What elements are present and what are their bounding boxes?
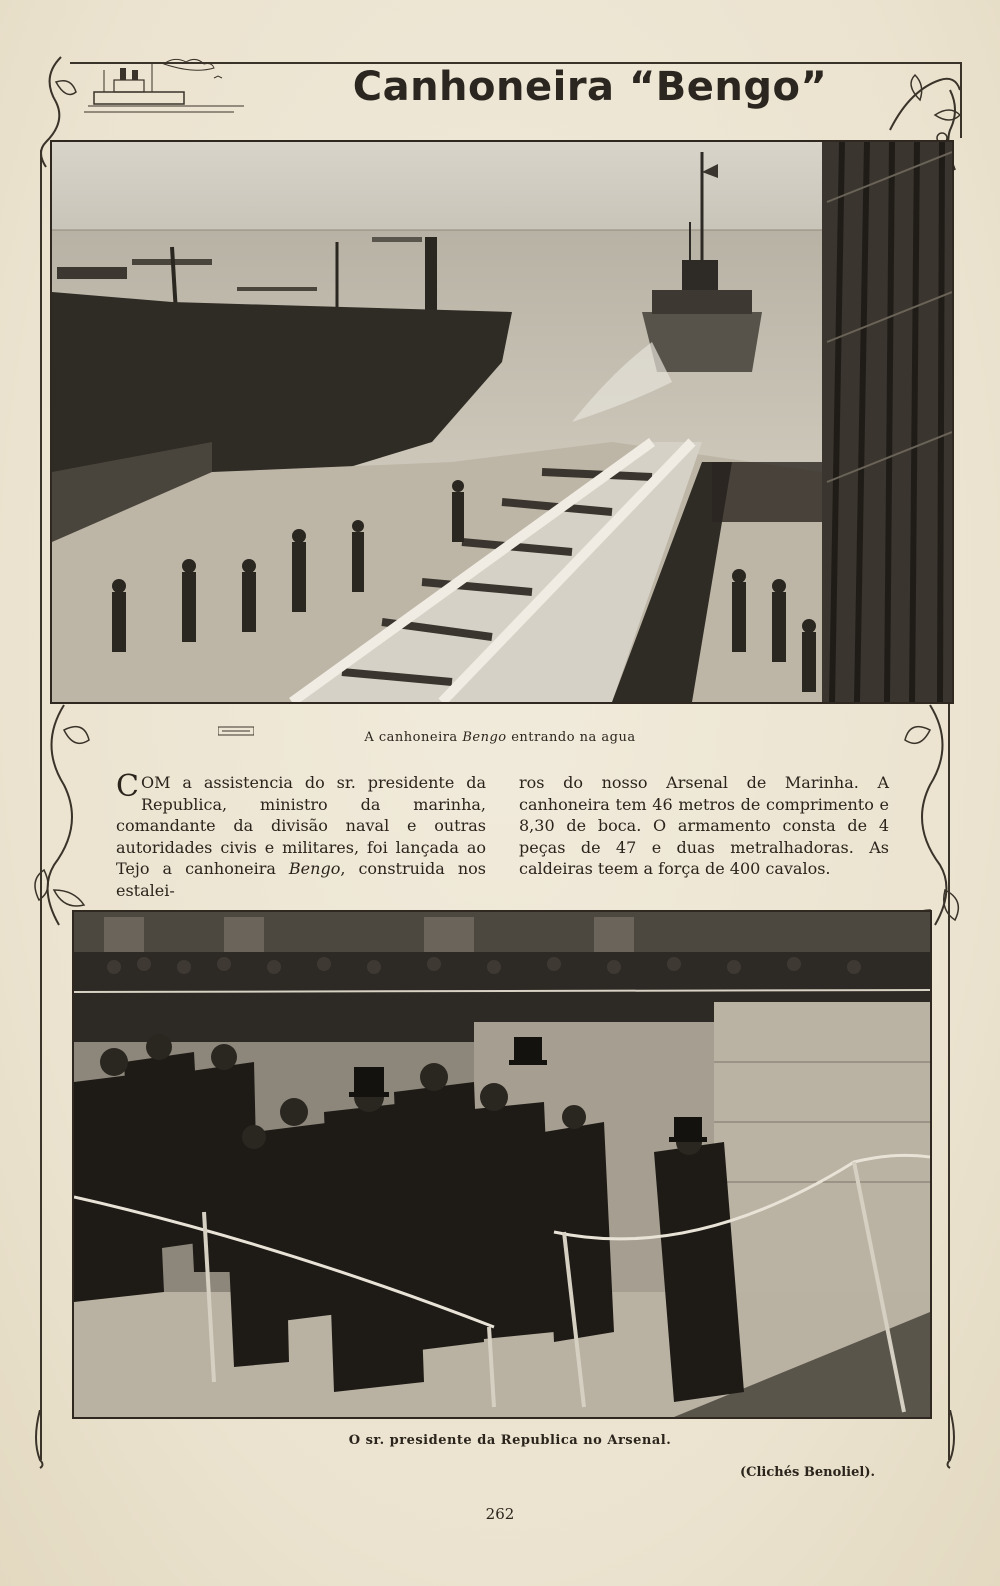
gunboat-launch-photo xyxy=(50,140,954,704)
article-column-1 xyxy=(116,769,486,901)
stamp-mark-icon xyxy=(218,726,254,736)
caption-ship-name: Bengo xyxy=(462,730,507,745)
page-title: Canhoneira “Bengo” xyxy=(352,64,828,110)
drop-cap: C xyxy=(116,769,139,804)
ship-logo-icon xyxy=(84,56,254,126)
page-number: 262 xyxy=(485,1505,515,1523)
scroll-end-icon xyxy=(30,1410,50,1470)
article-text: , construida nos estalei- xyxy=(116,859,486,900)
photo2-caption: O sr. presidente da Republica no Arsenal. xyxy=(348,1433,672,1448)
scroll-end-icon xyxy=(940,1410,960,1470)
caption-text: entrando na agua xyxy=(506,730,636,745)
photo-credit: (Clichés Benoliel). xyxy=(740,1465,876,1480)
article-text: OM a assistencia do sr. presidente da Republica, ministro da marinha, comandante da divisão naval e outras autoridades civis e militares, foi lançada ao Tejo a canhoneira xyxy=(116,773,486,878)
article-ship-name: Bengo xyxy=(288,859,341,878)
scroll-ornament-icon xyxy=(24,700,104,940)
photo1-caption xyxy=(340,730,660,745)
president-arsenal-photo xyxy=(72,910,932,1419)
caption-text: A canhoneira xyxy=(364,730,463,745)
article-column-2: ros do nosso Arsenal de Marinha. A canhoneira tem 46 metros de comprimento e 8,30 de boca. O armamento consta de 4 peças de 47 e duas metralhadoras. As caldeiras teem a força de 400 cavalos. xyxy=(519,773,889,878)
